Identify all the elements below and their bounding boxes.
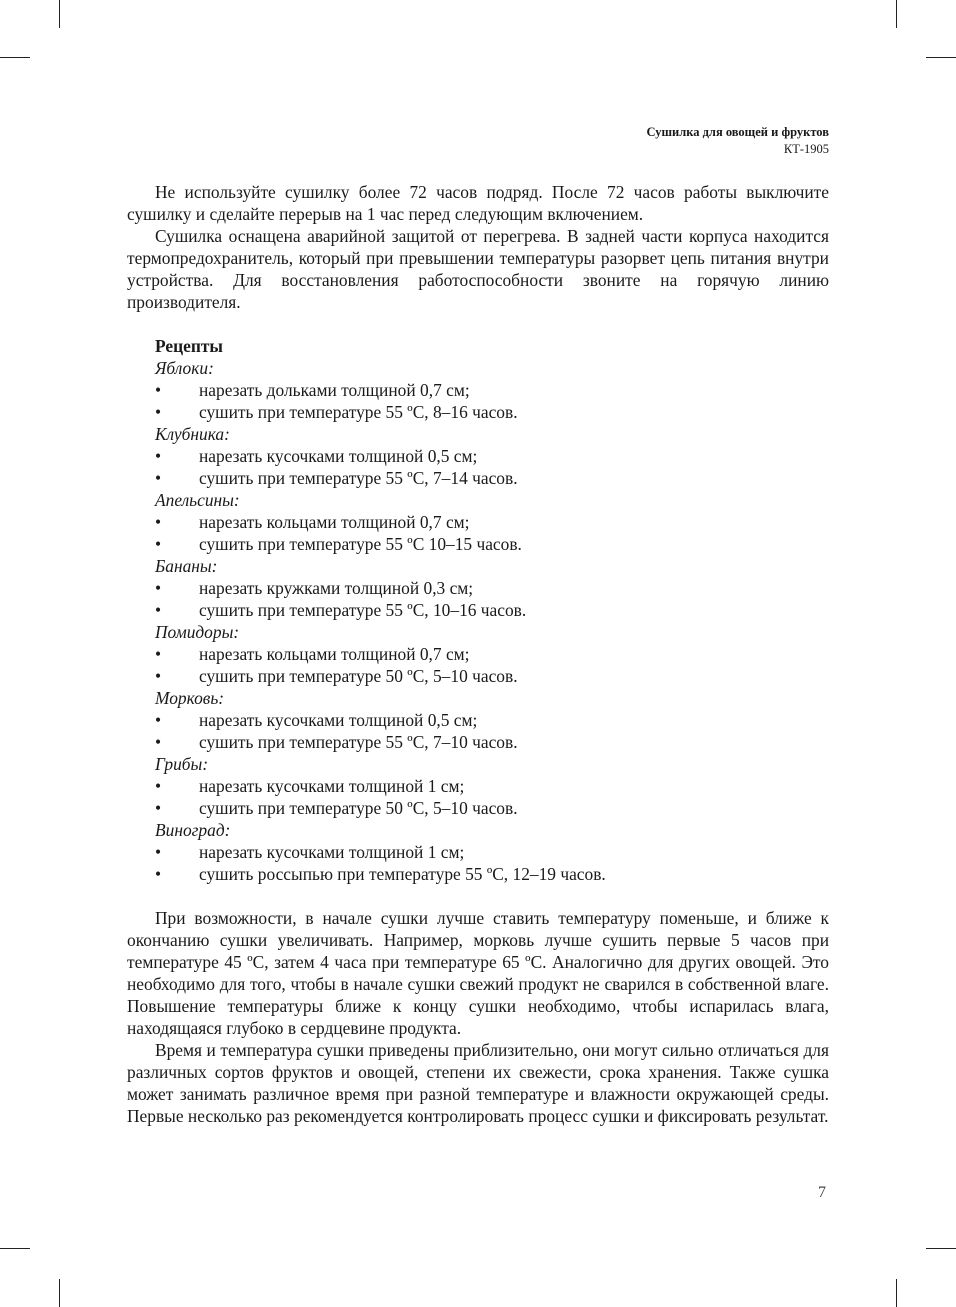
- recipe-name: Клубника:: [155, 424, 230, 444]
- recipe-step-text: сушить при температуре 50 ºС, 5–10 часов.: [199, 666, 518, 686]
- bullet-glyph: •: [155, 842, 162, 862]
- bullet-glyph: •: [155, 446, 162, 466]
- bullet-glyph: •: [155, 644, 162, 664]
- crop-mark: [896, 1279, 897, 1307]
- recipe-name: Грибы:: [155, 754, 209, 774]
- crop-mark: [896, 0, 897, 28]
- recipe-step-text: сушить россыпью при температуре 55 ºС, 12–19 часов.: [199, 864, 606, 884]
- crop-mark: [59, 1279, 60, 1307]
- bullet-glyph: •: [155, 798, 162, 818]
- recipe-step: [127, 841, 829, 863]
- recipe-name: Апельсины:: [155, 490, 240, 510]
- recipe-step: [127, 379, 829, 401]
- bullet-glyph: •: [155, 864, 162, 884]
- recipe-step-text: сушить при температуре 55 ºС 10–15 часов.: [199, 534, 522, 554]
- recipe-step: [127, 533, 829, 555]
- paragraph: При возможности, в начале сушки лучше ставить температуру поменьше, и ближе к окончанию сушки увеличивать. Например, морковь лучше сушить первые 5 часов при температуре 45 ºС, затем 4 часа при температуре 65 ºС. Аналогично для других овощей. Это необходимо для того, чтобы в начале сушки свежий продукт не сварился в собственной влаге. Повышение температуры ближе к концу сушки необходимо, чтобы испарилась влага, находящаяся глубоко в сердцевине продукта.: [127, 908, 829, 1038]
- recipe-step: [127, 863, 829, 885]
- recipe-step: [127, 599, 829, 621]
- recipe-step-text: сушить при температуре 50 ºС, 5–10 часов.: [199, 798, 518, 818]
- recipe-name: Виноград:: [155, 820, 231, 840]
- recipe-step-text: нарезать кольцами толщиной 0,7 см;: [199, 512, 470, 532]
- bullet-glyph: •: [155, 732, 162, 752]
- recipe-step: [127, 467, 829, 489]
- recipe-step-text: нарезать кусочками толщиной 1 см;: [199, 842, 465, 862]
- bullet-glyph: •: [155, 776, 162, 796]
- crop-mark: [0, 1248, 30, 1249]
- recipes-heading: Рецепты: [155, 336, 223, 356]
- bullet-glyph: •: [155, 380, 162, 400]
- bullet-glyph: •: [155, 600, 162, 620]
- recipe-step-text: сушить при температуре 55 ºС, 8–16 часов.: [199, 402, 518, 422]
- recipe-step-text: нарезать кольцами толщиной 0,7 см;: [199, 644, 470, 664]
- crop-mark: [59, 0, 60, 28]
- recipe-step: [127, 775, 829, 797]
- recipe-step-text: нарезать дольками толщиной 0,7 см;: [199, 380, 470, 400]
- recipe-name: Помидоры:: [155, 622, 240, 642]
- recipe-step: [127, 643, 829, 665]
- recipe-step: [127, 665, 829, 687]
- recipes-list: [127, 357, 829, 885]
- recipe-step-text: нарезать кусочками толщиной 0,5 см;: [199, 446, 478, 466]
- recipe-step-text: нарезать кусочками толщиной 1 см;: [199, 776, 465, 796]
- paragraph: Время и температура сушки приведены приблизительно, они могут сильно отличаться для различных сортов фруктов и овощей, степени их свежести, срока хранения. Также сушка может занимать различное время при разной температуре и влажности окружающей среды. Первые несколько раз рекомендуется контролировать процесс сушки и фиксировать результат.: [127, 1040, 829, 1126]
- page-body: [127, 181, 829, 1127]
- page-number: 7: [818, 1184, 826, 1201]
- crop-mark: [926, 57, 956, 58]
- recipe-step-text: нарезать кусочками толщиной 0,5 см;: [199, 710, 478, 730]
- bullet-glyph: •: [155, 666, 162, 686]
- recipe-step: [127, 401, 829, 423]
- bullet-glyph: •: [155, 512, 162, 532]
- crop-mark: [926, 1248, 956, 1249]
- header-model: КТ-1905: [783, 142, 829, 156]
- running-header: [646, 124, 829, 158]
- paragraph: Не используйте сушилку более 72 часов подряд. После 72 часов работы выключите сушилку и сделайте перерыв на 1 час перед следующим включением.: [127, 182, 829, 224]
- header-title: Сушилка для овощей и фруктов: [646, 125, 829, 139]
- recipe-step: [127, 511, 829, 533]
- bullet-glyph: •: [155, 710, 162, 730]
- recipe-step: [127, 731, 829, 753]
- recipe-step: [127, 577, 829, 599]
- recipe-name: Бананы:: [155, 556, 218, 576]
- recipe-step: [127, 797, 829, 819]
- recipe-name: Морковь:: [155, 688, 225, 708]
- recipe-step: [127, 709, 829, 731]
- recipe-step-text: сушить при температуре 55 ºС, 7–10 часов.: [199, 732, 518, 752]
- recipe-step: [127, 445, 829, 467]
- crop-mark: [0, 57, 30, 58]
- recipe-name: Яблоки:: [155, 358, 214, 378]
- bullet-glyph: •: [155, 402, 162, 422]
- bullet-glyph: •: [155, 534, 162, 554]
- paragraph: Сушилка оснащена аварийной защитой от перегрева. В задней части корпуса находится термопредохранитель, который при превышении температуры разорвет цепь питания внутри устройства. Для восстановления работоспособности звоните на горячую линию производителя.: [127, 226, 829, 312]
- recipe-step-text: нарезать кружками толщиной 0,3 см;: [199, 578, 474, 598]
- recipe-step-text: сушить при температуре 55 ºС, 7–14 часов.: [199, 468, 518, 488]
- bullet-glyph: •: [155, 468, 162, 488]
- bullet-glyph: •: [155, 578, 162, 598]
- recipe-step-text: сушить при температуре 55 ºС, 10–16 часов.: [199, 600, 527, 620]
